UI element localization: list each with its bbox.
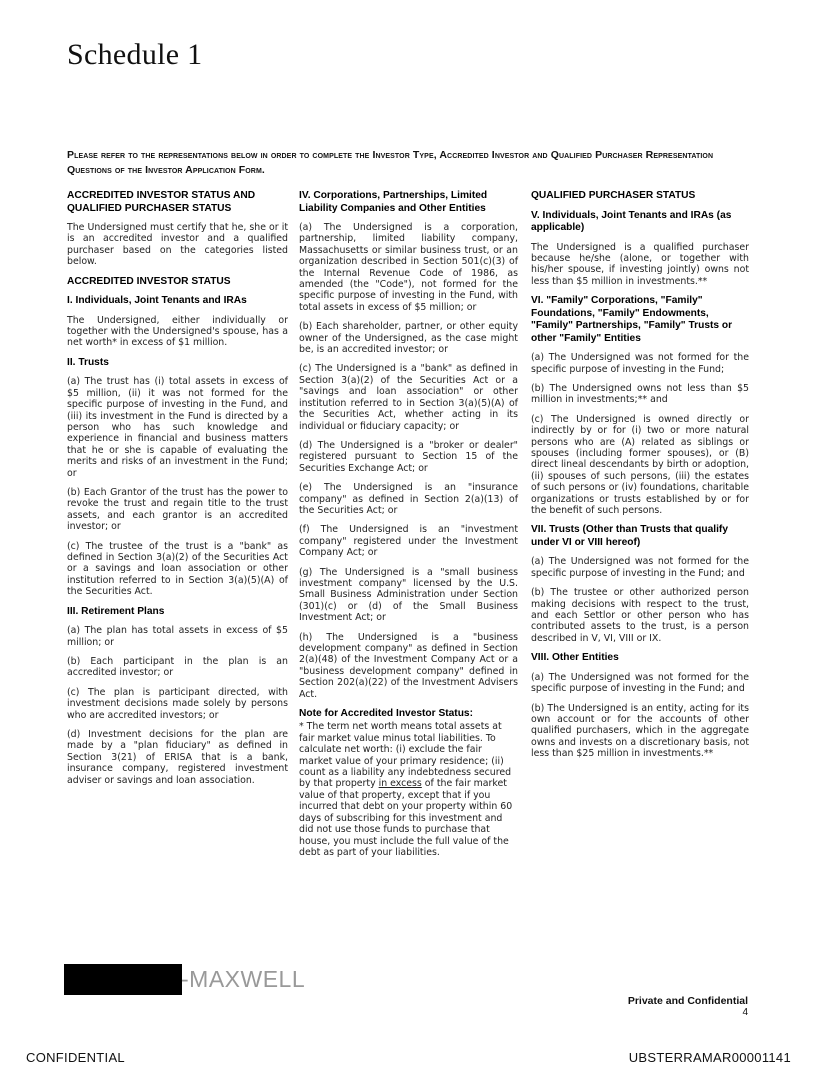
section-heading: QUALIFIED PURCHASER STATUS [531, 190, 696, 201]
page-number: 4 [742, 1007, 748, 1018]
section-heading-vi: VI. "Family" Corporations, "Family" Foundations, "Family" Endowments, "Family" Partnerships, "Family" Trusts or other "Family" Entities [531, 295, 733, 344]
paragraph: (b) Each Grantor of the trust has the power to revoke the trust and regain title to the trust assets, and each grantor is an accredited investor; or [67, 487, 288, 533]
paragraph: (a) The trust has (i) total assets in excess of $5 million, (ii) it was not formed for the specific purpose of investing in the Fund, and (iii) its investment in the Fund is directed by a person who has such knowledge and experience in financial and business matters that he or she is capable of evaluating the merits and risks of an investment in the Fund; or [67, 376, 288, 479]
section-heading-ii: II. Trusts [67, 356, 109, 368]
paragraph: (b) Each participant in the plan is an accredited investor; or [67, 655, 288, 679]
section-heading-viii: VIII. Other Entities [531, 652, 619, 664]
section-heading-vii: VII. Trusts (Other than Trusts that qualify under VI or VIII hereof) [531, 524, 728, 548]
paragraph: (d) The Undersigned is a "broker or dealer" registered pursuant to Section 15 of the Securities Exchange Act; or [299, 439, 518, 474]
net-worth-note [299, 721, 518, 858]
paragraph: (c) The trustee of the trust is a "bank" as defined in Section 3(a)(2) of the Securities Act or a savings and loan association or other institution referred to in Section 3(a)(5)(A) of the Securities Act. [67, 540, 288, 598]
paragraph: (a) The Undersigned is a corporation, partnership, limited liability company, Massachusetts or similar business trust, or an organization described in Section 501(c)(3) of the Internal Revenue Code of 1986, as amended (the "Code"), not formed for the specific purpose of investing in the Fund, with total assets in excess of $5 million; or [299, 222, 518, 313]
paragraph: (a) The Undersigned was not formed for the specific purpose of investing in the Fund; [531, 352, 749, 375]
paragraph: (b) The trustee or other authorized person making decisions with respect to the trust, and each Settlor or other person who has contributed assets to the trust, is a person described in V, VI, VIII or IX. [531, 587, 749, 644]
paragraph: (d) Investment decisions for the plan are made by a "plan fiduciary" as defined in Section 3(21) of ERISA that is a bank, insurance company, registered investment adviser or savings and loan association. [67, 729, 288, 786]
paragraph: (c) The Undersigned is owned directly or indirectly by or for (i) two or more natural persons who are (A) related as siblings or spouses (including former spouses), or (B) direct lineal descendants by birth or adoption, (ii) spouses of such persons, (iii) the estates of such persons or (iv) foundations, charitable organizations or trusts established by or for the benefit of such persons. [531, 413, 749, 516]
column-entities [299, 190, 518, 866]
note-underlined: in excess [378, 778, 422, 790]
section-heading-iii: III. Retirement Plans [67, 605, 165, 617]
paragraph: The Undersigned must certify that he, she or it is an accredited investor and a qualified purchaser based on the categories listed below. [67, 222, 288, 268]
confidential-stamp: CONFIDENTIAL [26, 1050, 125, 1065]
note-text: * The term net worth means total assets at fair market value minus total liabilities. To calculate net worth: (i) exclude the fair market value of your primary residence; (ii) count as a liability any indebtedness secured by that property [299, 721, 512, 790]
paragraph: The Undersigned, either individually or together with the Undersigned's spouse, has a net worth* in excess of $1 million. [67, 314, 288, 349]
private-confidential-label: Private and Confidential [627, 995, 748, 1007]
paragraph: (a) The Undersigned was not formed for the specific purpose of investing in the Fund; and [531, 671, 749, 695]
intro-instructions: Please refer to the representations below in order to complete the Investor Type, Accredited Investor and Qualified Purchaser Representation Questions of the Investor Application Form. [67, 149, 714, 176]
section-heading: ACCREDITED INVESTOR STATUS AND QUALIFIED PURCHASER STATUS [67, 190, 256, 214]
paragraph: (h) The Undersigned is a "business development company" as defined in Section 2(a)(48) of the Investment Company Act or a "business development company" defined in Section 202(a)(22) of the Investment Advisers Act. [299, 631, 518, 700]
note-text: of the fair market value of that property, except that if you incurred that debt on your property within 60 days of subscribing for this investment and did not use those funds to purchase that house, you must include the full value of the debt as part of your liabilities. [299, 778, 513, 858]
paragraph: (c) The Undersigned is a "bank" as defined in Section 3(a)(2) of the Securities Act or a "savings and loan association" or other institution referred to in Section 3(a)(5)(A) of the Securities Act, whether acting in its individual or fiduciary capacity; or [299, 363, 518, 432]
paragraph: (b) Each shareholder, partner, or other equity owner of the Undersigned, as the case might be, is an accredited investor; or [299, 321, 518, 356]
paragraph: (a) The plan has total assets in excess of $5 million; or [67, 625, 288, 648]
paragraph: The Undersigned is a qualified purchaser because he/she (alone, or together with his/her spouse, if investing jointly) owns not less than $5 million in investments.** [531, 241, 749, 287]
paragraph: (e) The Undersigned is an "insurance company" as defined in Section 2(a)(13) of the Securities Act; or [299, 482, 518, 516]
note-heading: Note for Accredited Investor Status: [299, 708, 473, 720]
paragraph: (g) The Undersigned is a "small business investment company" licensed by the U.S. Small Business Administration under Section (301)(c) or (d) of the Small Business Investment Act; or [299, 566, 518, 624]
logo-text: -MAXWELL [181, 966, 306, 992]
column-qualified-purchaser [531, 190, 749, 768]
section-heading-i: I. Individuals, Joint Tenants and IRAs [67, 295, 247, 307]
page-title: Schedule 1 [67, 38, 203, 71]
section-heading: ACCREDITED INVESTOR STATUS [67, 275, 231, 287]
column-accredited-investor [67, 190, 288, 794]
paragraph: (a) The Undersigned was not formed for the specific purpose of investing in the Fund; and [531, 556, 749, 579]
paragraph: (f) The Undersigned is an "investment company" registered under the Investment Company Act; or [299, 524, 518, 559]
section-heading-v: V. Individuals, Joint Tenants and IRAs (as applicable) [531, 209, 732, 233]
section-heading-iv: IV. Corporations, Partnerships, Limited Liability Companies and Other Entities [299, 190, 488, 214]
paragraph: (b) The Undersigned is an entity, acting for its own account or for the accounts of other qualified purchasers, which in the aggregate owns and invests on a discretionary basis, not less than $25 million in investments.** [531, 702, 749, 760]
redaction-box [64, 964, 182, 995]
paragraph: (c) The plan is participant directed, with investment decisions made solely by persons who are accredited investors; or [67, 686, 288, 721]
bates-number: UBSTERRAMAR00001141 [628, 1050, 791, 1065]
paragraph: (b) The Undersigned owns not less than $5 million in investments;** and [531, 382, 749, 406]
